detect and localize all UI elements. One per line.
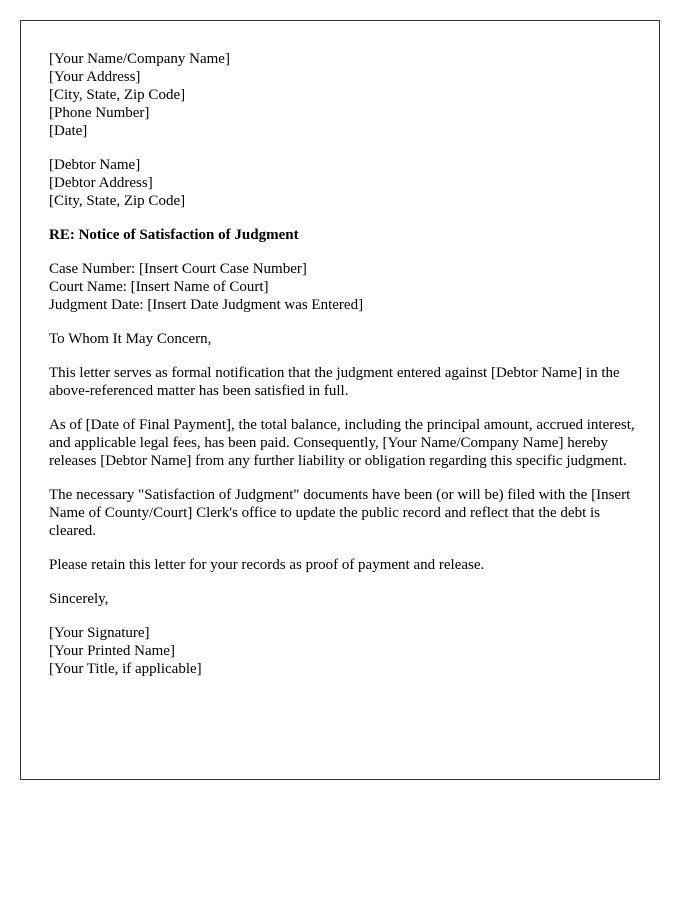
printed-name: [Your Printed Name] (49, 643, 175, 659)
letter-date: [Date] (49, 123, 88, 139)
closing: Sincerely, (49, 591, 109, 607)
body-paragraph-3: The necessary "Satisfaction of Judgment" documents have been (or will be) filed with the [Insert Name of County/Court] Clerk's office to update the public record and reflect that the debt is cleared. (49, 487, 631, 539)
case-info-block (49, 260, 639, 314)
sender-block (49, 50, 639, 140)
judgment-date: Judgment Date: [Insert Date Judgment was Entered] (49, 297, 364, 313)
body-paragraph-4: Please retain this letter for your records as proof of payment and release. (49, 557, 485, 573)
signature-line: [Your Signature] (49, 625, 150, 641)
recipient-address: [Debtor Address] (49, 175, 153, 191)
subject-line: RE: Notice of Satisfaction of Judgment (49, 227, 299, 243)
recipient-name: [Debtor Name] (49, 157, 141, 173)
letter-body (49, 50, 639, 694)
recipient-city-state-zip: [City, State, Zip Code] (49, 193, 186, 209)
body-paragraph-1: This letter serves as formal notification that the judgment entered against [Debtor Name] in the above-referenced matter has been satisfied in full. (49, 365, 620, 399)
signer-title: [Your Title, if applicable] (49, 661, 202, 677)
signature-block (49, 624, 639, 678)
salutation: To Whom It May Concern, (49, 331, 212, 347)
sender-address: [Your Address] (49, 69, 141, 85)
sender-name: [Your Name/Company Name] (49, 51, 230, 67)
recipient-block (49, 156, 639, 210)
letter-page (20, 20, 660, 780)
sender-city-state-zip: [City, State, Zip Code] (49, 87, 186, 103)
sender-phone: [Phone Number] (49, 105, 150, 121)
case-number: Case Number: [Insert Court Case Number] (49, 261, 307, 277)
body-paragraph-2: As of [Date of Final Payment], the total balance, including the principal amount, accrued interest, and applicable legal fees, has been paid. Consequently, [Your Name/Company Name] hereby releases [Debtor Name] from any further liability or obligation regarding this specific judgment. (49, 417, 635, 469)
court-name: Court Name: [Insert Name of Court] (49, 279, 269, 295)
